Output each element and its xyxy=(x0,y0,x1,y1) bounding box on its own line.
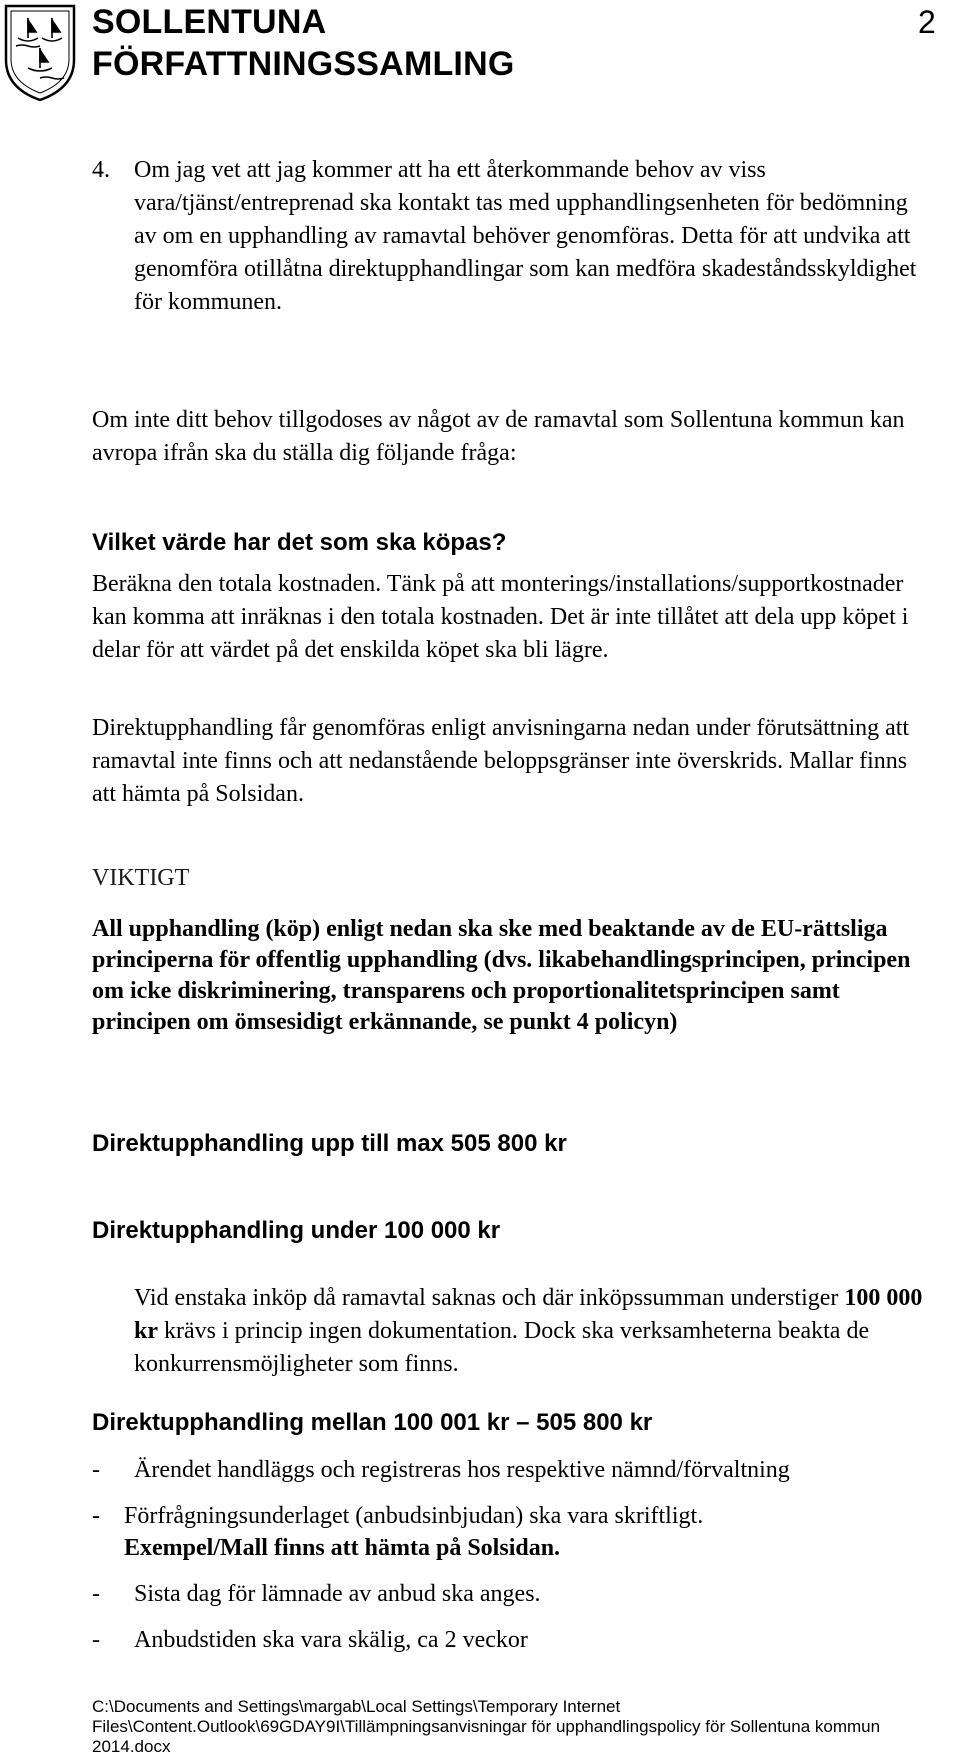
header-title-line1: SOLLENTUNA xyxy=(92,3,327,41)
list-item-2: Förfrågningsunderlaget (anbudsinbjudan) ska vara skriftligt. xyxy=(124,1503,704,1529)
list-dash-4: - xyxy=(92,1627,100,1653)
question-heading: Vilket värde har det som ska köpas? xyxy=(92,529,507,556)
under-text-part1: Vid enstaka inköp då ramavtal saknas och där inköpssumman understiger xyxy=(134,1285,845,1311)
list-dash-3: - xyxy=(92,1581,100,1607)
list-item-2-bold: Exempel/Mall finns att hämta på Solsidan. xyxy=(124,1535,561,1561)
heading-under-amount: Direktupphandling under 100 000 kr xyxy=(92,1217,501,1244)
direct-procurement-paragraph: Direktupphandling får genomföras enligt anvisningarna nedan under förutsättning att ramavtal inte finns och att nedanstående beloppsgränser inte överskrids. Mallar finns att hämta på Solsidan. xyxy=(92,715,910,807)
heading-between-amounts: Direktupphandling mellan 100 001 kr – 505 800 kr xyxy=(92,1409,653,1436)
under-text-amount: 100 000 kr xyxy=(134,1285,923,1344)
footer-file-path: C:\Documents and Settings\margab\Local Settings\Temporary Internet Files\Content.Outlook\69GDAY9I\Tillämpningsanvisningar för upphandlingspolicy för Sollentuna kommun 2014.docx xyxy=(92,1697,881,1756)
list-item-3: Sista dag för lämnade av anbud ska anges. xyxy=(134,1581,541,1607)
list-item-1: Ärendet handläggs och registreras hos respektive nämnd/förvaltning xyxy=(134,1457,790,1483)
question-paragraph: Beräkna den totala kostnaden. Tänk på att monterings/installations/supportkostnader kan komma att inräknas i den totala kostnaden. Det är inte tillåtet att dela upp köpet i delar för att värdet på det enskilda köpet ska bli lägre. xyxy=(92,571,909,663)
important-heading: VIKTIGT xyxy=(92,865,190,891)
intro-paragraph: Om inte ditt behov tillgodoses av något av de ramavtal som Sollentuna kommun kan avropa ifrån ska du ställa dig följande fråga: xyxy=(92,407,905,466)
under-amount-paragraph xyxy=(134,1282,934,1381)
page-number: 2 xyxy=(918,4,936,40)
sollentuna-coat-of-arms-icon xyxy=(2,2,78,102)
list-dash-1: - xyxy=(92,1457,100,1483)
item4-text: Om jag vet att jag kommer att ha ett återkommande behov av viss vara/tjänst/entreprenad ska kontakt tas med upphandlingsenheten för bedömning av om en upphandling av ramavtal behöver genomföras. Detta för att undvika att genomföra otillåtna direktupphandlingar som kan medföra skadeståndsskyldighet för kommunen. xyxy=(134,157,917,315)
important-paragraph: All upphandling (köp) enligt nedan ska ske med beaktande av de EU-rättsliga principerna för offentlig upphandling (dvs. likabehandlingsprincipen, principen om icke diskriminering, transparens och proportionalitetsprincipen samt principen om ömsesidigt erkännande, se punkt 4 policyn) xyxy=(92,916,911,1035)
heading-max-amount: Direktupphandling upp till max 505 800 kr xyxy=(92,1130,567,1157)
item4-number: 4. xyxy=(92,157,110,183)
list-item-4: Anbudstiden ska vara skälig, ca 2 veckor xyxy=(134,1627,528,1653)
list-dash-2: - xyxy=(92,1503,100,1529)
under-text-part2: krävs i princip ingen dokumentation. Dock ska verksamheterna beakta de konkurrensmöjligheter som finns. xyxy=(134,1318,870,1377)
header-title-line2: FÖRFATTNINGSSAMLING xyxy=(92,45,515,83)
